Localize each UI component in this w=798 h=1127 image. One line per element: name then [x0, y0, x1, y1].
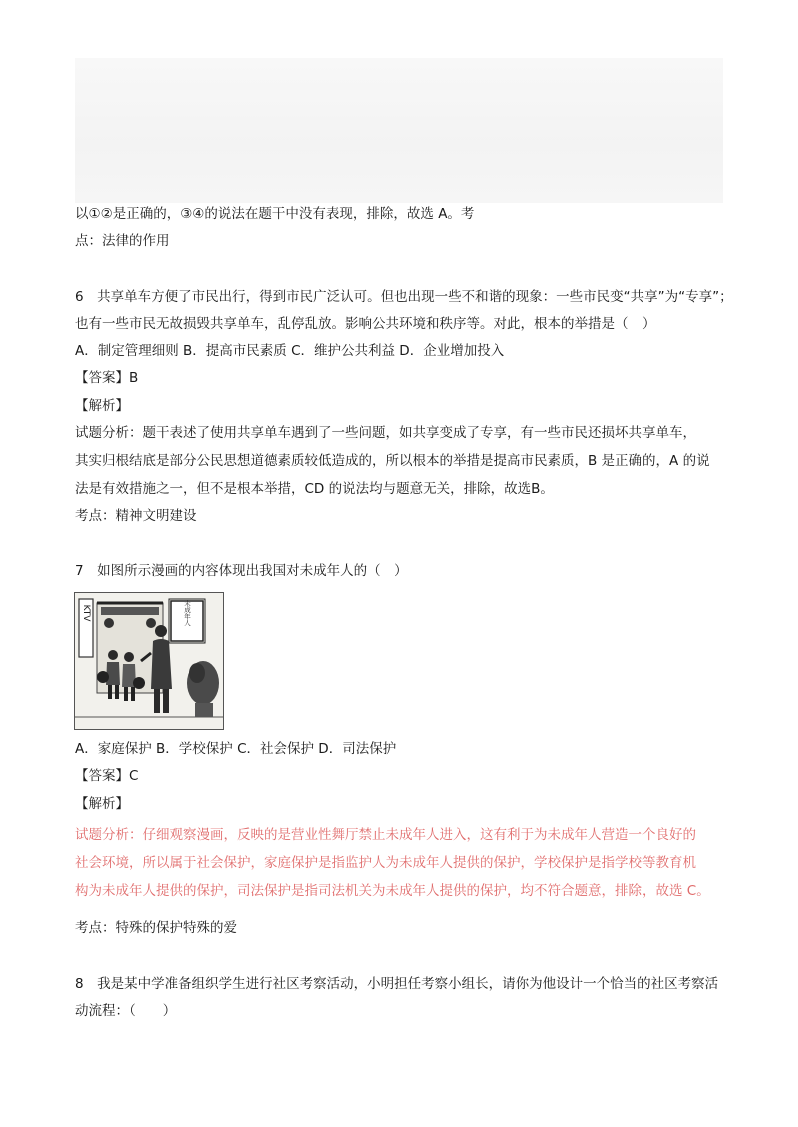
q7-cartoon-image: [74, 592, 224, 730]
prev-explanation-line-2: 点：法律的作用: [75, 233, 170, 249]
q7-analysis-line-2: 社会环境，所以属于社会保护，家庭保护是指监护人为未成年人提供的保护，学校保护是指学校等教育机: [75, 855, 696, 871]
q7-analysis-line-1: 试题分析：仔细观察漫画，反映的是营业性舞厅禁止未成年人进入，这有利于为未成年人营造一个良好的: [75, 827, 696, 843]
cartoon-notice-board: 未成年人: [183, 600, 191, 626]
q6-stem-line-1: 6 共享单车方便了市民出行，得到市民广泛认可。但也出现一些不和谐的现象：一些市民变“共享”为“专享”；: [75, 289, 733, 305]
q6-analysis-line-3: 法是有效措施之一，但不是根本举措，CD 的说法均与题意无关，排除，故选B。: [75, 481, 554, 497]
q6-analysis-label: 【解析】: [75, 398, 129, 414]
q6-analysis-line-1: 试题分析：题干表述了使用共享单车遇到了一些问题，如共享变成了专享，有一些市民还损坏共享单车，: [75, 425, 696, 441]
q8-stem-line-1: 8 我是某中学准备组织学生进行社区考察活动，小明担任考察小组长，请你为他设计一个恰当的社区考察活: [75, 976, 719, 992]
q8-stem-line-2: 动流程：（ ）: [75, 1003, 177, 1019]
prev-explanation-line-1: 以①②是正确的，③④的说法在题干中没有表现，排除，故选 A。考: [75, 206, 475, 222]
q7-analysis-label: 【解析】: [75, 796, 129, 812]
q7-point: 考点：特殊的保护特殊的爱: [75, 920, 237, 936]
q6-analysis-line-2: 其实归根结底是部分公民思想道德素质较低造成的，所以根本的举措是提高市民素质，B 是正确的，A 的说: [75, 453, 710, 469]
q6-stem-line-2: 也有一些市民无故损毁共享单车，乱停乱放。影响公共环境和秩序等。对此，根本的举措是（ ）: [75, 316, 656, 332]
q7-analysis-line-3: 构为未成年人提供的保护，司法保护是指司法机关为未成年人提供的保护，均不符合题意，排除，故选 C。: [75, 883, 710, 899]
cartoon-ktv-sign: KTV: [81, 604, 91, 622]
q6-answer: 【答案】B: [75, 370, 139, 386]
q6-point: 考点：精神文明建设: [75, 508, 197, 524]
q6-options: A．制定管理细则 B．提高市民素质 C．维护公共利益 D．企业增加投入: [75, 343, 505, 359]
q7-stem: 7 如图所示漫画的内容体现出我国对未成年人的（ ）: [75, 563, 408, 579]
q7-answer: 【答案】C: [75, 768, 139, 784]
q7-options: A．家庭保护 B．学校保护 C．社会保护 D．司法保护: [75, 741, 397, 757]
scanned-image-top: [75, 58, 723, 203]
